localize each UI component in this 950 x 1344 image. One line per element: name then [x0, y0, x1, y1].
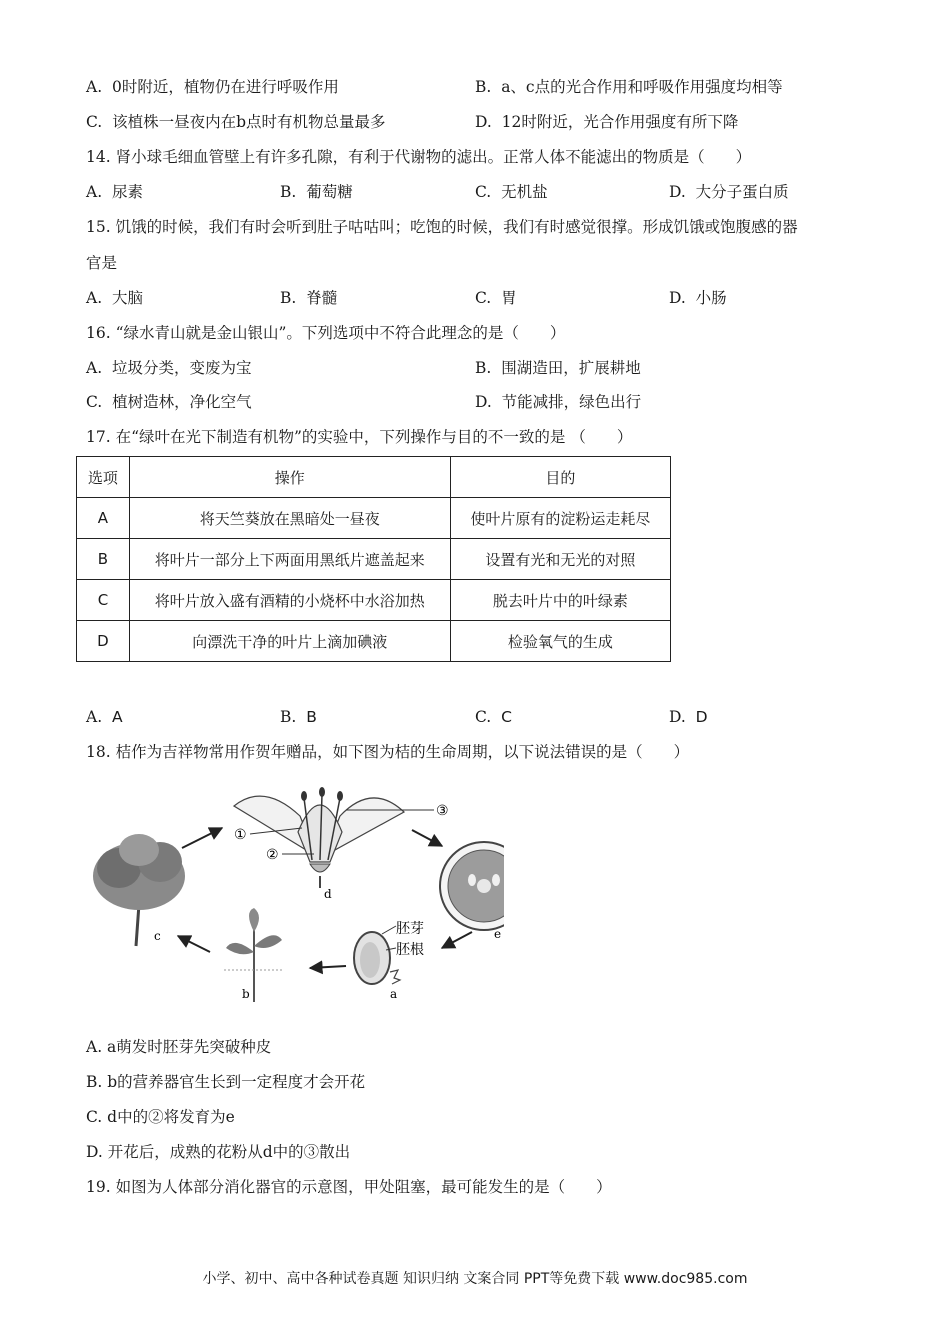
q16-option-b: B. 围湖造田，扩展耕地 [475, 359, 641, 377]
q14-option-c: C. 无机盐 [475, 183, 548, 201]
table-cell: 检验氧气的生成 [450, 621, 670, 662]
q16-stem: 16. “绿水青山就是金山银山”。下列选项中不符合此理念的是（ ） [86, 324, 566, 342]
page-footer: 小学、初中、高中各种试卷真题 知识归纳 文案合同 PPT等免费下载 www.doc985.com [202, 1271, 748, 1287]
table-cell: 将叶片放入盛有酒精的小烧杯中水浴加热 [129, 580, 450, 621]
label-d: d [324, 887, 332, 901]
q17-option-c: C. C [475, 708, 512, 726]
table-row [77, 621, 671, 662]
arrow [182, 828, 222, 848]
label-radicle: 胚根 [396, 942, 424, 958]
label-circle-3: ③ [436, 803, 449, 819]
table-cell: 脱去叶片中的叶绿素 [450, 580, 670, 621]
q16-option-d: D. 节能减排，绿色出行 [475, 393, 642, 411]
leader-line [382, 926, 396, 934]
q15-option-b: B. 脊髓 [280, 289, 338, 307]
table-cell: 使叶片原有的淀粉运走耗尽 [450, 498, 670, 539]
table-cell: A [77, 498, 130, 539]
table-cell: 将叶片一部分上下两面用黑纸片遮盖起来 [129, 539, 450, 580]
arrow [178, 936, 210, 952]
q15-option-c: C. 胃 [475, 289, 517, 307]
seedling-icon [224, 908, 284, 1002]
q14-stem: 14. 肾小球毛细血管壁上有许多孔隙，有利于代谢物的滤出。正常人体不能滤出的物质是（ ） [86, 148, 752, 166]
table-header-row [77, 457, 671, 498]
label-b: b [242, 987, 250, 1001]
q17-experiment-table [76, 456, 671, 662]
q17-option-b: B. B [280, 708, 317, 726]
table-header-cell: 操作 [129, 457, 450, 498]
q14-option-a: A. 尿素 [86, 183, 143, 201]
orange-fruit-icon [440, 842, 504, 930]
table-row [77, 498, 671, 539]
table-header-cell: 选项 [77, 457, 130, 498]
table-cell: 向漂洗干净的叶片上滴加碘液 [129, 621, 450, 662]
q16-option-a: A. 垃圾分类，变废为宝 [86, 359, 252, 377]
q17-option-a: A. A [86, 708, 123, 726]
q18-option-b: B. b的营养器官生长到一定程度才会开花 [86, 1073, 366, 1091]
q14-option-b: B. 葡萄糖 [280, 183, 353, 201]
label-circle-1: ① [234, 827, 247, 843]
q14-option-d: D. 大分子蛋白质 [669, 183, 789, 201]
q18-option-c: C. d中的②将发育为e [86, 1108, 235, 1126]
table-cell: B [77, 539, 130, 580]
table-cell: C [77, 580, 130, 621]
seed-icon [354, 932, 400, 984]
q15-stem-line2: 官是 [86, 254, 118, 272]
table-cell: 将天竺葵放在黑暗处一昼夜 [129, 498, 450, 539]
table-cell: D [77, 621, 130, 662]
label-a: a [390, 987, 398, 1001]
q18-stem: 18. 桔作为吉祥物常用作贺年赠品，如下图为桔的生命周期，以下说法错误的是（ ） [86, 743, 690, 761]
q13-option-a: A. 0时附近，植物仍在进行呼吸作用 [86, 78, 339, 96]
flower-icon [234, 787, 404, 888]
table-row [77, 539, 671, 580]
label-c: c [154, 929, 161, 943]
tree-icon [93, 834, 185, 946]
table-cell: 设置有光和无光的对照 [450, 539, 670, 580]
q15-option-a: A. 大脑 [86, 289, 143, 307]
q13-option-b: B. a、c点的光合作用和呼吸作用强度均相等 [475, 78, 783, 96]
q16-option-c: C. 植树造林，净化空气 [86, 393, 252, 411]
q15-option-d: D. 小肠 [669, 289, 727, 307]
q18-option-d: D. 开花后，成熟的花粉从d中的③散出 [86, 1143, 351, 1161]
table-row [77, 580, 671, 621]
arrow [442, 932, 472, 948]
table-header-cell: 目的 [450, 457, 670, 498]
q17-option-d: D. D [669, 708, 708, 726]
q18-option-a: A. a萌发时胚芽先突破种皮 [86, 1038, 272, 1056]
q17-stem: 17. 在“绿叶在光下制造有机物”的实验中，下列操作与目的不一致的是 （ ） [86, 428, 633, 446]
arrow [310, 966, 346, 968]
label-circle-2: ② [266, 847, 279, 863]
label-plumule: 胚芽 [396, 921, 424, 937]
orange-life-cycle-figure [84, 776, 504, 1004]
arrow [412, 830, 442, 846]
q13-option-c: C. 该植株一昼夜内在b点时有机物总量最多 [86, 113, 386, 131]
label-e: e [494, 927, 502, 941]
q15-stem-line1: 15. 饥饿的时候，我们有时会听到肚子咕咕叫；吃饱的时候，我们有时感觉很撑。形成饥饿或饱腹感的器 [86, 218, 798, 236]
q13-option-d: D. 12时附近，光合作用强度有所下降 [475, 113, 739, 131]
q19-stem: 19. 如图为人体部分消化器官的示意图，甲处阻塞，最可能发生的是（ ） [86, 1178, 612, 1196]
